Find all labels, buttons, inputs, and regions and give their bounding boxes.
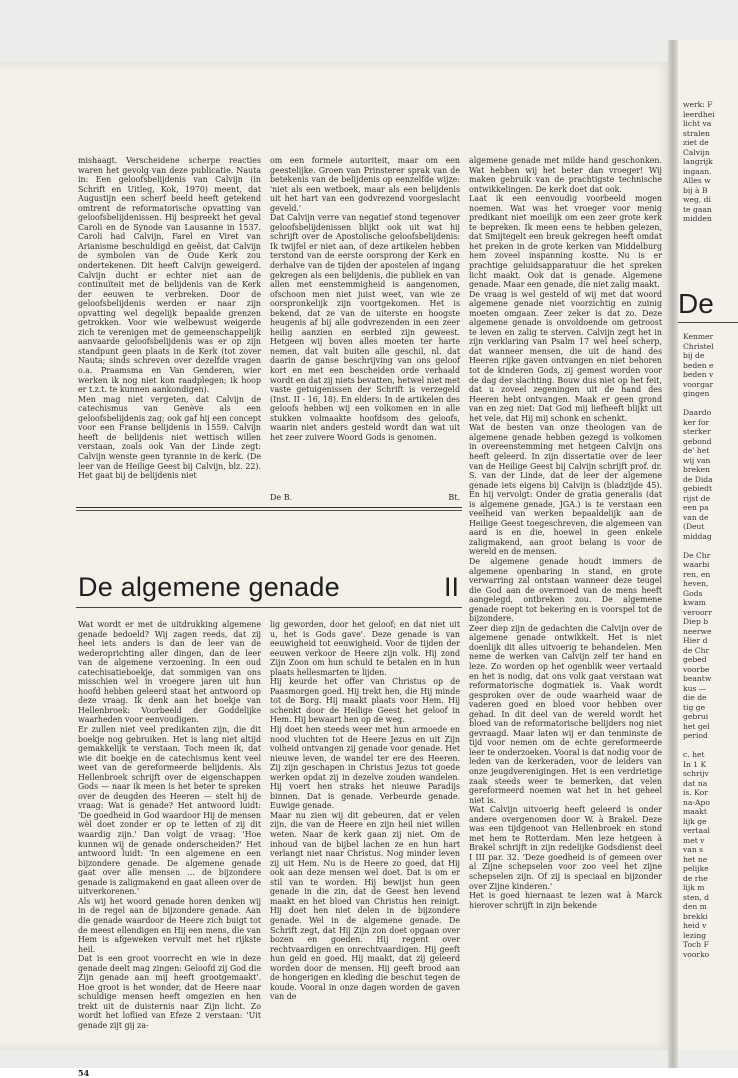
- right-page-line: period: [683, 731, 708, 740]
- paragraph: Wat Calvijn uitvoerig heeft geleerd is onder andere overgenomen door W. à Brakel. Deze was een tijdgenoot van Hellenbroek en stond met hem te Rotterdam. Men leze hetgeen à Brakel schrijft in zijn redelijke Godsdienst deel I III par. 32. 'Deze goedheid is of gemeen over al Zijne schepselen voor zoo veel het zijne schepselen zijn. Of zij is speciaal en bijzonder over Zijne kinderen.': [469, 805, 662, 891]
- right-page-line: is. Kor: [683, 788, 708, 797]
- right-page-line: tig ge: [683, 702, 706, 712]
- signature-initials: De B.: [270, 493, 293, 502]
- right-page-line: neerwe: [683, 626, 712, 636]
- right-page-top-text: [683, 100, 738, 224]
- paragraph: mishaagt. Verscheidene scherpe reacties waren het gevolg van deze publicatie. Nauta in: Een geloofsbelijdenis van Calvijn (in Schrift en Uitleg, Kok, 1970) meent, dat Augustijn een scherf beeld heeft getekend omtrent de reformatorische opvatting van geloofsbelijdenissen. Hij bespreekt het geval Caroli en de Synode van Lausanne in 1537. Caroli had Calvijn, Farel en Viret van Arianisme beschuldigd en geëist, dat Calvijn de symbolen van de Oude Kerk zou ondertekenen. Dit heeft Calvijn geweigerd. Calvijn ducht er echter niet aan de continuïteit met de belijdenis van de Kerk der eeuwen te verbreken. Door de geloofsbelijdenis werden er naar zijn opvatting wel degelijk bepaalde grenzen getrokken. Voor wie welbewust weigerde zich te verenigen met de gemeenschappelijk aanvaarde geloofsbelijdenis was er op zijn standpunt geen plaats in de Kerk (tot zover Nauta; sinds schreven over dezelfde vragen o.a. Praamsma en Van Genderen, wier werken ik nog niet kon raadplegen; ik hoop er t.z.t. te kunnen aankondigen).: [78, 156, 261, 395]
- right-page-line: middag: [683, 531, 712, 541]
- paragraph: Het is goed hiernaast te lezen wat à Marck hierover schrijft in zijn bekende: [469, 891, 662, 910]
- article-column-1: [78, 620, 261, 1031]
- signature-place: Bt.: [448, 493, 460, 502]
- paragraph: Dat Calvijn verre van negatief stond tegenover geloofsbelijdenissen blijkt ook uit wat hij schrijft over de Apostolische geloofsbelijdenis: Ik twijfel er niet aan, of deze artikelen hebben terstond van de eerste oorsprong der Kerk en derhalve van de tijden der apostelen af ingang gekregen als een belijdenis, die publiek en van allen met eenstemmigheid is aangenomen, ofschoon men niet juist weet, van wie ze oorspronkelijk zijn voortgekomen. Het is bekend, dat ze van de uiterste en hoogste heugenis af bij alle godvrezenden in een zeer heilig aanzien en eerbied zijn geweest. Hetgeen wij boven alles moeten ter harte nemen, dat valt buiten alle geschil, nl. dat daarin de ganse beschrijving van ons geloof kort en met een bescheiden orde verhaald wordt en dat zij niets bevatten, hetwel niet met vaste getuigenissen der Schrift is verzegeld (Inst. II - 16, 18). En elders: In de artikelen des geloofs hebben wij een volkomen en in alle stukken volmaakte hoofdsom des geloofs, waarin niet anders gesteld wordt dan wat uit het zeer zuivere Woord Gods is genomen.: [270, 213, 460, 442]
- left-page: [0, 62, 672, 1078]
- right-page-line: vertaal: [683, 826, 710, 835]
- right-page-line: stralen: [683, 128, 710, 138]
- right-page-line: gebiedt: [683, 484, 713, 493]
- paragraph: Als wij het woord genade horen denken wij in de regel aan de bijzondere genade. Aan die genade waardoor de Heere zich buigt tot de meest ellendigen en Hij een mens, die van Hem is afgeweken vervult met het rijkste heil.: [78, 896, 261, 954]
- section-divider: [76, 507, 462, 508]
- right-column: [469, 156, 662, 910]
- right-page-line: veroorr: [683, 607, 712, 617]
- right-page-line: Calvijn: [683, 147, 710, 157]
- right-page-line: bij à B: [683, 185, 708, 195]
- right-page-line: beden e: [683, 360, 714, 370]
- right-page-line: bij de: [683, 351, 705, 360]
- paragraph: Wat de besten van onze theologen van de algemene genade hebben gezegd is volkomen in overeenstemming met hetgeen Calvijn ons heeft geleerd. In zijn dissertatie over de leer van de Heilige Geest bij Calvijn schrijft prof. dr. S. van der Linde, dat de leer der algemene genade iets eigens bij Calvijn is (bladzijde 45). En hij vervolgt: Onder de gratia generalis (dat is algemene genade, JGA.) is te verstaan een veelheid van werken bepaaldelijk aan de Heilige Geest toegeschreven, die algemeen van aard is en die, hoewel in geen enkele zaligmakend, aan groot belang is voor de wereld en de mensen.: [469, 423, 662, 557]
- right-page-line: Hier d: [683, 636, 708, 645]
- right-page-line: van de: [683, 512, 709, 522]
- book-gutter: [668, 40, 678, 1068]
- right-page-line: gebed: [683, 655, 707, 664]
- right-page-line: midden: [683, 214, 712, 223]
- right-page-line: het gel: [683, 721, 710, 731]
- right-page-line: van s: [683, 845, 704, 854]
- right-page-heading: De: [678, 288, 714, 319]
- paragraph: Men mag niet vergeten, dat Calvijn de catechismus van Genève als een geloofsbelijdenis zag; ook gaf hij een concept voor een Franse belijdenis in 1559. Calvijn heeft de belijdenis niet wettisch willen verstaan, zoals ook Van der Linde zegt: Calvijn wenste geen tyrannie in de kerk. (De leer van de Heilige Geest bij Calvijn, blz. 22). Het gaat bij de belijdenis niet: [78, 394, 261, 481]
- right-page-body-text: [683, 332, 738, 959]
- right-page-line: sten, d: [683, 892, 710, 902]
- right-page-line: Alles w: [683, 176, 711, 185]
- right-page-line: de' het: [683, 446, 710, 455]
- upper-article-column-2: [270, 156, 460, 442]
- right-page-line: langrijk: [683, 157, 713, 166]
- article-column-2: [270, 620, 460, 1002]
- paragraph: om een formele autoriteit, maar om een geestelijke. Groen van Prinsterer sprak van de betekenis van de belijdenis op eenzelfde wijze: 'niet als een wetboek, maar als een belijdenis uit het hart van een godvrezend voorgeslacht geveld.': [270, 156, 460, 213]
- paragraph: De vraag is wel gesteld of wij met dat woord algemene genade niet voorzichtig en zuinig moeten omgaan. Zeer zeker is dat zo. Deze algemene genade is onvoldoende om getroost te leven en zalig te sterven. Calvijn zegt het in zijn verklaring van Psalm 17 wel heel scherp, dat wanneer mensen, die uit de hand des Heeren rijke gaven ontvangen en niet behoren tot de kinderen Gods, zij gemest worden voor de dag der slachting. Bouw dus niet op het feit, dat u zoveel zegeningen uit de hand des Heeren hebt ontvangen. Maak er geen grond van en zeg niet: Dat God mij liefheeft blijkt uit het vele, dat Hij mij schonk en schenkt.: [469, 289, 662, 423]
- article-part-number: II: [444, 572, 460, 602]
- right-page-heading-rule: [678, 322, 738, 323]
- right-page-line: heid v: [683, 921, 707, 930]
- right-page-line: gebond: [683, 436, 712, 446]
- right-page-line: werk: F: [683, 100, 713, 109]
- right-page-line: Kenmer: [683, 332, 714, 341]
- right-page-line: c. het: [683, 750, 705, 759]
- right-page-line: de Chr: [683, 645, 710, 655]
- right-page-line: de Dida: [683, 474, 713, 484]
- right-page-line: Gods: [683, 588, 703, 598]
- right-page-line: ren, en: [683, 569, 711, 579]
- right-page-line: de rhe: [683, 873, 708, 883]
- right-page-line: weg, di: [683, 195, 711, 204]
- right-page-line: In 1 K: [683, 759, 707, 769]
- right-page-line: Toch F: [683, 940, 709, 949]
- paragraph: Maar nu zien wij dit gebeuren, dat er velen zijn, die van de Heere en zijn heil niet willen weten. Naar de kerk gaan zij niet. Om de inhoud van de bijbel lachen ze en hun hart verlangt niet naar Christus. Nog minder leven zij uit Hem. Nu is de Heere zo goed, dat Hij ook aan deze mensen wel doet. Dat is om er stil van te worden. Hij bewijst hun geen genade in die zin, dat de Geest hen levend maakt en het bloed van Christus hen reinigt. Hij doet hen niet delen in de bijzondere genade. Wel in de algemene genade. De Schrift zegt, dat Hij Zijn zon doet opgaan over bozen en goeden. Hij regent over rechtvaardigen en onrechtvaardigen. Hij geeft hun geld en goed. Hij maakt, dat zij geleerd worden door de mensen. Hij geeft brood aan de hongerigen en kleding die beschut tegen de koude. Vooral in onze dagen worden de gaven van de: [270, 810, 460, 1002]
- right-page-line: met v: [683, 835, 705, 845]
- article-title: De algemene genade: [78, 572, 340, 602]
- right-page-line: De Chr: [683, 550, 711, 560]
- right-page-line: een pa: [683, 503, 709, 512]
- title-rule: [76, 607, 462, 608]
- paragraph: algemene genade met milde hand geschonken. Wat hebben wij het beter dan vroeger! Wij maken gebruik van de prachtigste technische ontwikkelingen. De kerk doet dat ook.: [469, 156, 662, 194]
- paragraph: Laat ik een eenvoudig voorbeeld mogen noemen. Wat was het vroeger voor menig predikant niet moeilijk om een zeer grote kerk te bepreken. Ik meen eens te hebben gelezen, dat Smijtegelt een breuk gekregen heeft omdat het preken in de grote kerken van Middelburg hem zoveel inspanning kostte. Nu is er prachtige geluidsapparatuur die het spreken licht maakt. Ook dat is genade. Algemene genade. Maar een genade, die niet zalig maakt.: [469, 194, 662, 290]
- right-page-line: Daardo: [683, 408, 712, 417]
- right-page-line: den m: [683, 902, 707, 911]
- right-page-line: na-Apo: [683, 797, 710, 807]
- right-page-line: gingen: [683, 389, 710, 398]
- right-page-line: voorko: [683, 949, 710, 959]
- right-page-line: pelijke: [683, 864, 709, 873]
- right-page-line: gebrui: [683, 712, 709, 721]
- right-page-line: brekki: [683, 911, 708, 921]
- right-page-line: licht va: [683, 119, 712, 128]
- article-signature: [270, 493, 460, 502]
- right-page-line: lijk m: [683, 883, 705, 892]
- right-page-line: Christel: [683, 341, 714, 351]
- right-page-line: leerdhei: [683, 109, 715, 119]
- right-page-line: maakt: [683, 807, 707, 816]
- right-page: [678, 40, 738, 1050]
- right-page-line: te gaan: [683, 204, 712, 214]
- right-page-line: het ne: [683, 854, 708, 864]
- right-page-line: lijk ge: [683, 816, 707, 826]
- upper-article-column-1: [78, 156, 261, 481]
- page-number: 54: [78, 1068, 90, 1078]
- paragraph: Hij keurde het offer van Christus op de Paasmorgen goed. Hij trekt hen, die Hij minde tot de Borg. Hij maakt plaats voor Hem. Hij schenkt door de Heilige Geest het geloof in Hem. Hij bewaart hen op de weg.: [270, 677, 460, 725]
- right-page-line: rijst de: [683, 493, 711, 503]
- right-page-line: ziet de: [683, 138, 709, 147]
- paragraph: Zeer diep zijn de gedachten die Calvijn over de algemene genade ontwikkelt. Het is niet doenlijk dit alles uitvoerig te behandelen. Men neme de werken van Calvijn zelf ter hand en leze. Zo worden op het ogenblik weer vertaald en het is nodig, dat ons volk gaat verstaan wat reformatorische dogmatiek is. Vaak wordt gesproken over de oude waarheid waar de vaderen goed en bloed voor hebben over gehad. In dit deel van de wereld wordt het bloed van de reformatorische belijders nog niet gevraagd. Maar laten wij er dan tenminste de tijd voor nemen om de echte gereformeerde leer te onderzoeken. Vooral is dat nodig voor de leden van de kerkeraden, voor de leiders van onze jeugdverenigingen. Het is een verdrietige zaak steeds weer te bemerken, dat velen gereformeerd noemen wat het in het geheel niet is.: [469, 623, 662, 805]
- right-page-line: kwam: [683, 598, 706, 607]
- paragraph: Dat is een groot voorrecht en wie in deze genade deelt mag zingen: Geloofd zij God die Zijn genade aan mij heeft grootgemaakt'. Hoe groot is het wonder, dat de Heere naar schuldige mensen heeft omgezien en hen trekt uit de duisternis naar Zijn licht. Zo wordt het loflied van Efeze 2 verstaan: 'Uit genade zijt gij za-: [78, 954, 261, 1030]
- paragraph: De algemene genade houdt immers de algemene openbaring in stand, en grote verwarring zal ontstaan wanneer deze teugel die God aan de overmoed van de mens heeft aangelegd, ontbreken zou. De algemene genade roept tot bekering en is voorspel tot de bijzondere.: [469, 556, 662, 624]
- paragraph: Er zullen niet veel predikanten zijn, die dit boekje nog gebruiken. Het is lang niet altijd gemakkelijk te verstaan. Toch meen ik, dat wie dit boekje en de catechismus kent veel weet van de gereformeerde belijdenis. Als Hellenbroek schrijft over de eigenschappen Gods — naar ik meen is het beter te spreken over de deugden des Heeren — stelt hij de vraag: Wat is genade? Het antwoord luidt: 'De goedheid in God waardoor Hij de mensen wèl doet zonder er op te letten of zij dit waardig zijn.' Dan volgt de vraag: 'Hoe kunnen wij de genade onderscheiden?' Het antwoord luidt: 'In een algemene en een bijzondere genade. De algemene genade gaat over alle mensen ... de bijzondere genade is zaligmakend en gaat alleen over de uitverkorenen.': [78, 725, 262, 897]
- right-page-line: kus —: [683, 683, 707, 693]
- right-page-line: wij van: [683, 455, 711, 465]
- right-page-line: [683, 741, 738, 751]
- right-page-line: Diep b: [683, 617, 709, 626]
- right-page-line: beantw: [683, 674, 712, 683]
- right-page-line: schrijv: [683, 769, 709, 778]
- paragraph: Hij doet hen steeds weer met hun armoede en nood vluchten tot de Heere Jezus en uit Zijn volheid ontvangen zij genade voor genade. Het nieuwe leven, de wandel ter ere des Heeren. Zij zijn geschapen in Christus Jezus tot goede werken opdat zij in dezelve zouden wandelen. Hij voert hen straks het nieuwe Paradijs binnen. Dat is genade. Verbeurde genade. Euwige genade.: [270, 725, 460, 811]
- right-page-line: voorgar: [683, 379, 714, 389]
- right-page-line: sterker: [683, 427, 711, 436]
- right-page-line: [683, 399, 738, 409]
- right-page-line: breken: [683, 465, 710, 474]
- section-divider-thin: [76, 510, 462, 511]
- right-page-line: ingaan.: [683, 166, 712, 176]
- paragraph: Wat wordt er met de uitdrukking algemene genade bedoeld? Wij zagen reeds, dat zij heel iets anders is dan de leer van de wederoprichting aller dingen, dan de leer van de algemene verzoening. In een oud catechisatieboekje, dat sommigen van ons misschien wel in vroegere jaren uit hun hoofd hebben geleerd staat het antwoord op deze vraag. Ik denk aan het boekje van Hellenbroek: Voorbeeld der Goddelijke waarheden voor eenvoudigen.: [78, 620, 261, 725]
- right-page-line: beden v: [683, 370, 714, 379]
- right-page-line: lezing: [683, 930, 707, 940]
- right-page-line: [683, 541, 738, 551]
- right-page-line: ker for: [683, 417, 710, 427]
- right-page-line: voorbe: [683, 664, 710, 674]
- right-page-line: waarbi: [683, 560, 710, 569]
- right-page-line: heven,: [683, 579, 709, 588]
- paragraph: lig geworden, door het geloof; en dat niet uit u, het is Gods gave'. Deze genade is van eeuwigheid tot eeuwigheid. Voor de tijden der eeuwen verkoor de Heere zijn volk. Hij zond Zijn Zoon om hun schuld te betalen en in hun plaats hellesmarten te lijden.: [270, 620, 460, 677]
- right-page-line: (Deut: [683, 522, 705, 531]
- right-page-line: die de: [683, 693, 707, 702]
- right-page-line: dat na: [683, 778, 708, 788]
